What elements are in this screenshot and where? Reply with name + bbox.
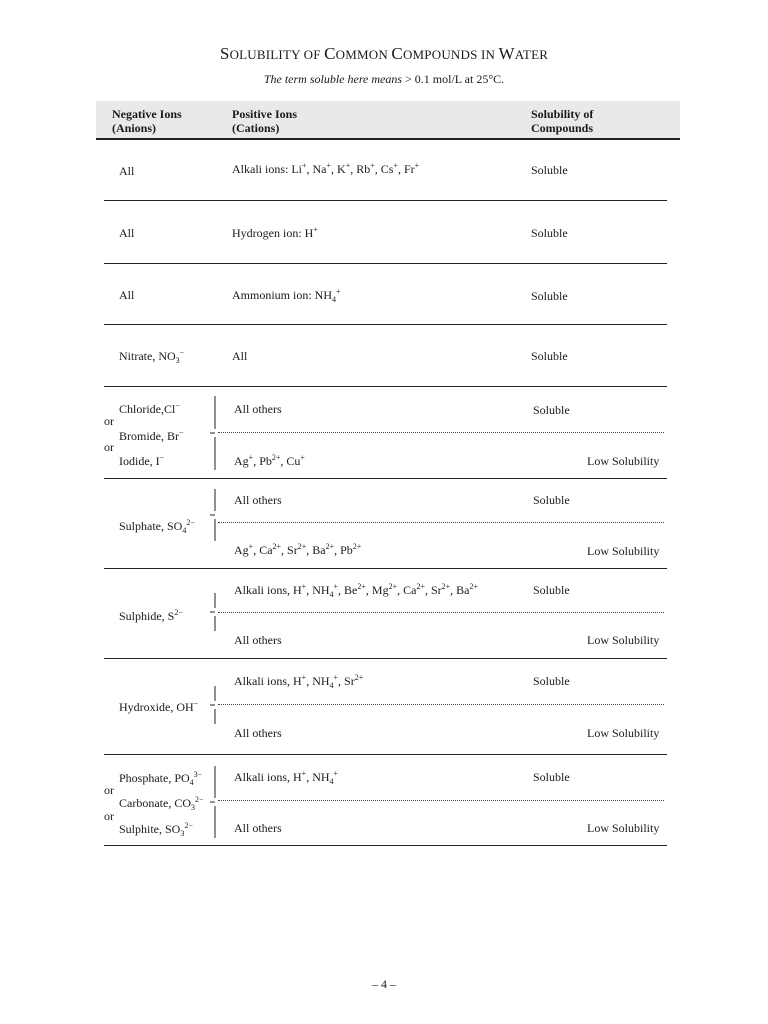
solubility-cell: Soluble [533,493,570,507]
anion-cell: All [119,226,135,240]
cation-cell: Ammonium ion: $NH_4^+$ [232,287,341,304]
anion-sulphite: Sulphite, $SO_3^{2-}$ [119,821,193,838]
cation-cell: Alkali ions: Li+, Na+, K+, Rb+, Cs+, Fr+ [232,161,420,176]
cation-cell: Alkali ions, H+, $NH_4^+$ [234,769,339,786]
solubility-cell: Soluble [531,289,568,303]
or-label: or [104,414,114,428]
row-subdivider [218,432,664,433]
brace-icon [210,766,220,838]
row-divider [104,658,667,659]
cation-cell: Ag+, $Ca^{2+}$, $Sr^{2+}$, $Ba^{2+}$, $Pb^{2+}$ [234,542,362,557]
solubility-cell: Soluble [533,583,570,597]
cation-cell: All others [234,493,282,507]
row-divider [104,324,667,325]
brace-icon [210,396,220,470]
row-subdivider [218,704,664,705]
solubility-cell: Low Solubility [587,544,660,558]
cation-cell: All others [234,633,282,647]
cation-cell: Hydrogen ion: H+ [232,225,318,240]
row-divider [104,845,667,846]
cation-cell: All others [234,726,282,740]
solubility-cell: Low Solubility [587,821,660,835]
page-title: SOLUBILITY OF COMMON COMPOUNDS IN WATER [219,44,549,63]
row-divider [104,263,667,264]
cation-cell: All [232,349,248,363]
or-label: or [104,809,114,823]
anion-iodide: Iodide, I− [119,453,165,468]
cation-cell: Alkali ions, H+, $NH_4^+$, $Be^{2+}$, $Mg^{2+}$, $Ca^{2+}$, $Sr^{2+}$, $Ba^{2+}$ [234,582,478,599]
header-cations: Positive Ions (Cations) [232,107,298,135]
solubility-cell: Low Solubility [587,726,660,740]
anion-carbonate: Carbonate, $CO_3^{2-}$ [119,795,204,812]
row-divider [104,200,667,201]
cation-cell: Alkali ions, H+, $NH_4^+$, $Sr^{2+}$ [234,673,364,690]
row-subdivider [218,800,664,801]
anion-cell: Nitrate, $NO_3^-$ [119,348,185,365]
row-divider [104,568,667,569]
solubility-cell: Low Solubility [587,454,660,468]
page-number: – 4 – [372,977,396,991]
anion-cell: Hydroxide, OH− [119,699,199,714]
row-subdivider [218,522,664,523]
anion-cell: Sulphate, $SO_4^{2-}$ [119,518,195,535]
anion-cell: All [119,164,135,178]
brace-icon [210,686,220,724]
cation-cell: Ag+, $Pb^{2+}$, Cu+ [234,453,305,468]
row-divider [104,478,667,479]
solubility-cell: Soluble [533,770,570,784]
anion-chloride: Chloride,Cl− [119,401,180,416]
row-subdivider [218,612,664,613]
solubility-cell: Soluble [531,163,568,177]
anion-cell: Sulphide, $S^{2-}$ [119,608,183,623]
anion-bromide: Bromide, Br− [119,428,184,443]
anion-cell: All [119,288,135,302]
or-label: or [104,440,114,454]
cation-cell: All others [234,402,282,416]
or-label: or [104,783,114,797]
cation-cell: All others [234,821,282,835]
table-header [96,101,680,140]
header-anions: Negative Ions (Anions) [112,107,182,135]
solubility-cell: Low Solubility [587,633,660,647]
solubility-cell: Soluble [531,226,568,240]
anion-phosphate: Phosphate, $PO_4^{3-}$ [119,770,203,787]
brace-icon [210,489,220,541]
solubility-cell: Soluble [533,403,570,417]
row-divider [104,386,667,387]
solubility-cell: Soluble [531,349,568,363]
solubility-cell: Soluble [533,674,570,688]
header-solubility: Solubility of Compounds [531,107,594,135]
row-divider [104,754,667,755]
page-subtitle: The term soluble here means > 0.1 mol/L at 25°C. [263,72,505,86]
